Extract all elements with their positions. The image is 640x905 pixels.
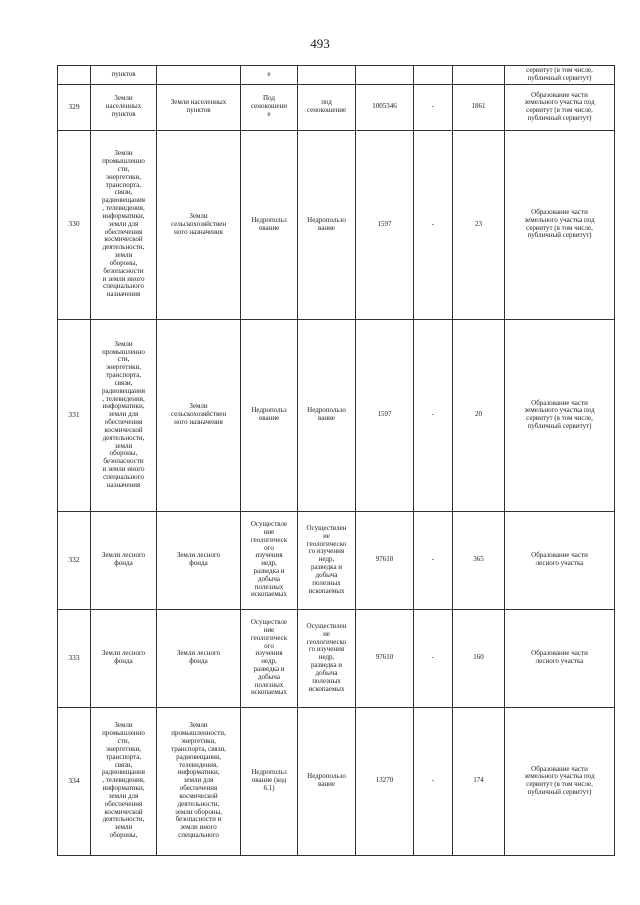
cell-num: 331 bbox=[58, 319, 91, 511]
land-plots-table bbox=[57, 65, 615, 856]
table-row bbox=[58, 609, 615, 707]
cell-purpose: Образование части земельного участка под сервитут (в том числе, публичный сервитут) bbox=[505, 130, 615, 319]
cell-permitted-use: е bbox=[241, 66, 298, 85]
cell-permitted-use: Под сенокошени е bbox=[241, 84, 298, 130]
cell-actual-use: Недропользо вание bbox=[298, 319, 356, 511]
cell-permitted-use: Осуществле ние геологическ ого изучения недр, разведка и добыча полезных ископаемых bbox=[241, 511, 298, 609]
cell-num: 334 bbox=[58, 707, 91, 855]
cell-land-use-category: Земли населенных пунктов bbox=[157, 84, 241, 130]
cell-land-use-category bbox=[157, 66, 241, 85]
cell-area-cadastral: - bbox=[414, 130, 453, 319]
cell-purpose: сервитут (в том числе, публичный сервитут) bbox=[505, 66, 615, 85]
cell-actual-use: Осуществлен ие геологическо го изучения недр, разведка и добыча полезных ископаемых bbox=[298, 511, 356, 609]
cell-land-use-category: Земли лесного фонда bbox=[157, 511, 241, 609]
cell-area-cadastral bbox=[414, 66, 453, 85]
table-row bbox=[58, 130, 615, 319]
cell-area-cadastral: - bbox=[414, 511, 453, 609]
page-number: 493 bbox=[310, 36, 330, 51]
cell-area-part: 23 bbox=[453, 130, 505, 319]
cell-area-part: 365 bbox=[453, 511, 505, 609]
cell-actual-use: Недропользо вание bbox=[298, 707, 356, 855]
cell-land-category: Земли лесного фонда bbox=[91, 511, 157, 609]
table-row-continuation bbox=[58, 66, 615, 85]
table-row bbox=[58, 511, 615, 609]
cell-land-use-category: Земли лесного фонда bbox=[157, 609, 241, 707]
cell-area-total bbox=[356, 66, 414, 85]
cell-area-part bbox=[453, 66, 505, 85]
table-row bbox=[58, 707, 615, 855]
cell-land-use-category: Земли сельскохозяйствен ного назначения bbox=[157, 130, 241, 319]
cell-area-cadastral: - bbox=[414, 84, 453, 130]
cell-actual-use: Осуществлен ие геологическо го изучения недр, разведка и добыча полезных ископаемых bbox=[298, 609, 356, 707]
cell-permitted-use: Осуществле ние геологическ ого изучения недр, разведка и добыча полезных ископаемых bbox=[241, 609, 298, 707]
cell-land-category: Земли промышленно сти, энергетики, транспорта, связи, радиовещания , телевидения, информатики, земли для обеспечения космической деятельности, земли обороны, безопасности и земли иного специального назначения bbox=[91, 130, 157, 319]
cell-land-use-category: Земли промышленности, энергетики, транспорта, связи, радиовещания, телевидения, информатики, земли для обеспечения космической деятельности, земли обороны, безопасности и земли иного специального bbox=[157, 707, 241, 855]
cell-num: 330 bbox=[58, 130, 91, 319]
cell-land-use-category: Земли сельскохозяйствен ного назначения bbox=[157, 319, 241, 511]
table-row bbox=[58, 84, 615, 130]
cell-area-cadastral: - bbox=[414, 707, 453, 855]
cell-area-total: 97610 bbox=[356, 511, 414, 609]
cell-actual-use: Недропользо вание bbox=[298, 130, 356, 319]
cell-purpose: Образование части земельного участка под сервитут (в том числе, публичный сервитут) bbox=[505, 319, 615, 511]
cell-area-total: 1597 bbox=[356, 319, 414, 511]
cell-purpose: Образование части земельного участка под сервитут (в том числе, публичный сервитут) bbox=[505, 707, 615, 855]
cell-purpose: Образование части лесного участка bbox=[505, 511, 615, 609]
cell-permitted-use: Недропольз ование bbox=[241, 319, 298, 511]
cell-permitted-use: Недропольз ование (код 6.1) bbox=[241, 707, 298, 855]
cell-actual-use: под сенокошение bbox=[298, 84, 356, 130]
cell-area-part: 1861 bbox=[453, 84, 505, 130]
cell-purpose: Образование части земельного участка под сервитут (в том числе, публичный сервитут) bbox=[505, 84, 615, 130]
cell-area-total: 1005346 bbox=[356, 84, 414, 130]
cell-num bbox=[58, 66, 91, 85]
cell-area-part: 160 bbox=[453, 609, 505, 707]
cell-area-part: 174 bbox=[453, 707, 505, 855]
cell-purpose: Образование части лесного участка bbox=[505, 609, 615, 707]
table-row bbox=[58, 319, 615, 511]
cell-area-total: 1597 bbox=[356, 130, 414, 319]
cell-land-category: Земли населенных пунктов bbox=[91, 84, 157, 130]
cell-area-part: 20 bbox=[453, 319, 505, 511]
cell-land-category: пунктов bbox=[91, 66, 157, 85]
cell-num: 329 bbox=[58, 84, 91, 130]
cell-area-total: 97610 bbox=[356, 609, 414, 707]
cell-area-cadastral: - bbox=[414, 319, 453, 511]
cell-area-total: 13270 bbox=[356, 707, 414, 855]
cell-land-category: Земли промышленно сти, энергетики, транспорта, связи, радиовещания , телевидения, информатики, земли для обеспечения космической деятельности, земли обороны, bbox=[91, 707, 157, 855]
cell-permitted-use: Недропольз ование bbox=[241, 130, 298, 319]
cell-actual-use bbox=[298, 66, 356, 85]
cell-land-category: Земли лесного фонда bbox=[91, 609, 157, 707]
cell-num: 333 bbox=[58, 609, 91, 707]
cell-num: 332 bbox=[58, 511, 91, 609]
cell-area-cadastral: - bbox=[414, 609, 453, 707]
cell-land-category: Земли промышленно сти, энергетики, транспорта, связи, радиовещания , телевидения, информатики, земли для обеспечения космической деятельности, земли обороны, безопасности и земли иного специального назначения bbox=[91, 319, 157, 511]
